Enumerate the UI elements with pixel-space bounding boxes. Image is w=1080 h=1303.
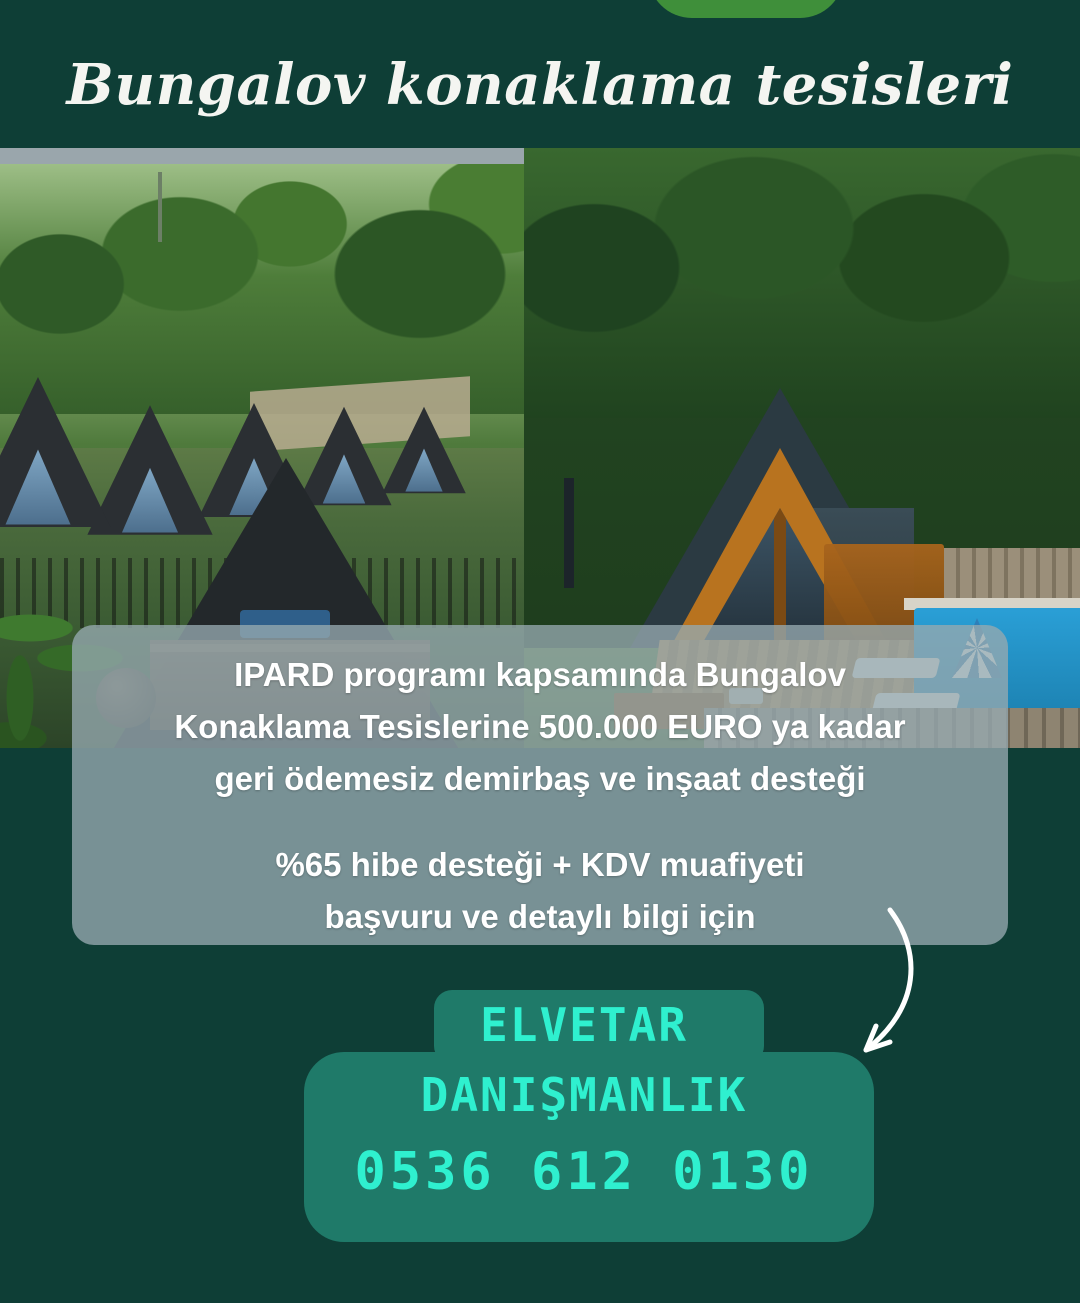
offer-line-2: başvuru ve detaylı bilgi için — [324, 898, 756, 935]
a-frame-cabin — [0, 377, 111, 527]
left-photo-mast — [158, 172, 162, 242]
body-line-1: IPARD programı kapsamında Bungalov — [234, 656, 846, 693]
phone-number[interactable]: 0536 612 0130 — [354, 1142, 814, 1202]
body-line-3: geri ödemesiz demirbaş ve inşaat desteği — [214, 760, 866, 797]
right-photo-chimney — [564, 478, 574, 588]
right-photo-forest — [524, 148, 1080, 418]
offer-text-panel — [72, 625, 1008, 945]
curved-arrow-icon — [770, 900, 930, 1080]
page-title: Bungalov konaklama tesisleri — [66, 52, 1014, 118]
company-name-line-2: DANIŞMANLIK — [420, 1068, 748, 1122]
offer-line-1: %65 hibe desteği + KDV muafiyeti — [275, 846, 805, 883]
body-line-2: Konaklama Tesislerine 500.000 EURO ya kadar — [174, 708, 906, 745]
top-green-blob — [648, 0, 844, 18]
company-name-line-1: ELVETAR — [480, 998, 688, 1052]
